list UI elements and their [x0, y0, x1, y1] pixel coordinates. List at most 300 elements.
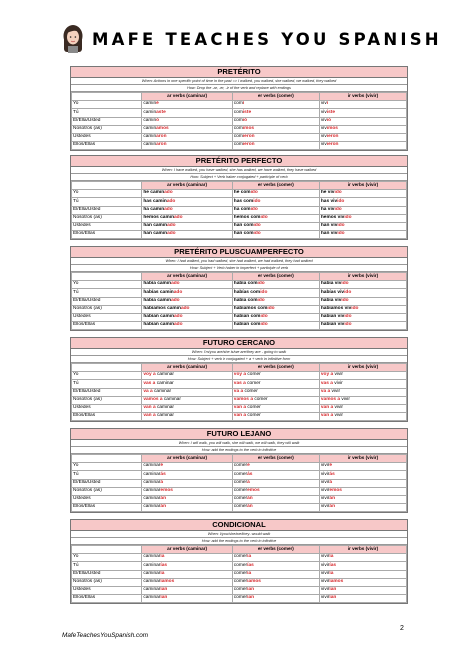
table-row — [72, 495, 407, 503]
verb-ending: ido — [334, 190, 342, 196]
auxiliary-red: vamos a — [320, 397, 341, 403]
conjugation-cell — [142, 479, 232, 487]
verb-ending: ado — [174, 314, 183, 320]
section-pret-rito-pluscuamperfecto — [70, 246, 408, 331]
pronoun-cell: Nosotros (as) — [72, 125, 142, 133]
verb-ending: emos — [329, 488, 342, 494]
section-title: PRETÉRITO — [71, 67, 407, 78]
table-row — [72, 562, 407, 570]
conjugation-cell — [319, 289, 406, 297]
verb-ending: ido — [250, 190, 258, 196]
auxiliary-red: vas a — [143, 380, 156, 386]
verb-ending: ás — [247, 471, 253, 477]
auxiliary-red: vamos a — [233, 397, 253, 403]
infinitive: comer — [246, 405, 261, 411]
conjugation-cell — [319, 504, 406, 512]
verb-stem: vivir — [320, 479, 330, 485]
table-row — [72, 322, 407, 330]
verb-stem: com — [233, 109, 243, 115]
conjugation-cell — [232, 463, 319, 471]
conjugation-cell — [232, 125, 319, 133]
verb-ending: ían — [329, 595, 337, 601]
verb-stem: hemos viv — [320, 215, 345, 221]
conjugation-cell — [319, 413, 406, 421]
conjugation-cell — [319, 109, 406, 117]
verb-stem: viv — [320, 117, 327, 123]
conjugation-cell — [142, 198, 232, 206]
conjugation-cell — [142, 305, 232, 313]
column-header: er verbs (comer) — [232, 455, 319, 463]
verb-ending: íamos — [329, 579, 344, 585]
pronoun-cell: Ustedes — [72, 313, 142, 321]
table-row — [72, 413, 407, 421]
conjugation-cell — [232, 142, 319, 150]
verb-ending: ado — [167, 223, 176, 229]
formation-note: How: Subject + Verb haber conjugated + participle of verb — [71, 174, 407, 181]
pronoun-cell: Ellos/Ellas — [72, 504, 142, 512]
conjugation-cell — [142, 109, 232, 117]
verb-ending: án — [160, 496, 167, 502]
verb-ending: ido — [337, 198, 345, 204]
verb-stem: comer — [233, 504, 248, 510]
page-number: 2 — [400, 625, 404, 632]
table-row — [72, 281, 407, 289]
table-row — [72, 471, 407, 479]
auxiliary-red: va a — [320, 388, 331, 394]
conjugation-cell — [319, 578, 406, 586]
pronoun-cell: Él/Ella/Usted — [72, 206, 142, 214]
verb-ending: ido — [337, 231, 345, 237]
auxiliary-red: van a — [143, 413, 156, 419]
conjugation-cell — [232, 198, 319, 206]
conjugation-cell — [319, 404, 406, 412]
infinitive: vivir — [333, 405, 344, 411]
header-blank — [72, 93, 142, 101]
column-header: ir verbs (vivir) — [319, 273, 406, 281]
column-header: er verbs (comer) — [232, 546, 319, 554]
pronoun-cell: Ustedes — [72, 495, 142, 503]
verb-stem: ha com — [233, 206, 251, 212]
verb-ending: ían — [160, 595, 168, 601]
usage-note: When: I/you/she/we/they- would walk — [71, 531, 407, 538]
verb-ending: í — [326, 101, 329, 107]
conjugation-cell — [319, 463, 406, 471]
conjugation-cell — [142, 133, 232, 141]
verb-ending: ado — [173, 289, 183, 295]
verb-stem: había viv — [320, 281, 342, 287]
conjugation-cell — [232, 388, 319, 396]
verb-stem: vivir — [320, 488, 330, 494]
verb-ending: ía — [329, 570, 334, 576]
auxiliary-red: van a — [320, 413, 334, 419]
verb-ending: ieron — [326, 142, 339, 148]
verb-stem: camin — [143, 134, 157, 140]
infinitive: vivir — [340, 397, 350, 403]
verb-ending: ían — [247, 595, 255, 601]
verb-ending: ía — [247, 554, 252, 560]
conjugation-cell — [319, 595, 406, 603]
table-row — [72, 297, 407, 305]
conjugation-cell — [232, 190, 319, 198]
verb-ending: aste — [156, 109, 166, 115]
verb-ending: ido — [344, 215, 352, 221]
conjugation-cell — [319, 117, 406, 125]
conjugation-cell — [142, 206, 232, 214]
usage-note: When: I will walk, you will walk, she will walk, we will walk, they will walk — [71, 440, 407, 447]
verb-stem: com — [233, 117, 243, 123]
conjugation-cell — [232, 297, 319, 305]
verb-ending: ían — [160, 587, 168, 593]
verb-stem: vivir — [320, 504, 330, 510]
verb-ending: án — [329, 504, 336, 510]
section-pret-rito-perfecto — [70, 155, 408, 240]
conjugation-cell — [142, 388, 232, 396]
conjugation-cell — [232, 109, 319, 117]
infinitive: comer — [252, 397, 268, 403]
verb-ending: ado — [164, 206, 173, 212]
verb-stem: com — [233, 126, 243, 132]
conjugation-cell — [142, 562, 232, 570]
conjugation-cell — [232, 305, 319, 313]
pronoun-cell: Nosotros (as) — [72, 396, 142, 404]
table-row — [72, 125, 407, 133]
conjugation-cell — [319, 586, 406, 594]
pronoun-cell: Nosotros (as) — [72, 487, 142, 495]
column-header: er verbs (comer) — [232, 364, 319, 372]
verb-stem: caminar — [143, 595, 161, 601]
infinitive: comer — [246, 372, 261, 378]
verb-ending: á — [247, 479, 250, 485]
conjugation-cell — [319, 396, 406, 404]
verb-stem: com — [233, 134, 243, 140]
table-row — [72, 101, 407, 109]
verb-ending: ás — [160, 471, 166, 477]
verb-ending: ido — [344, 322, 352, 328]
conjugation-cell — [232, 504, 319, 512]
verb-stem: había com — [233, 281, 258, 287]
verb-stem: comer — [233, 587, 248, 593]
table-row — [72, 404, 407, 412]
conjugation-cell — [232, 404, 319, 412]
table-row — [72, 504, 407, 512]
verb-ending: ían — [329, 587, 337, 593]
verb-ending: ido — [337, 223, 345, 229]
conjugation-cell — [232, 281, 319, 289]
table-row — [72, 479, 407, 487]
conjugation-cell — [142, 117, 232, 125]
verb-stem: caminar — [143, 471, 161, 477]
verb-ending: ieron — [326, 134, 339, 140]
table-row — [72, 554, 407, 562]
verb-stem: caminar — [143, 570, 161, 576]
verb-ending: ado — [164, 190, 173, 196]
verb-ending: ás — [329, 471, 335, 477]
conjugation-cell — [232, 562, 319, 570]
conjugation-cell — [142, 595, 232, 603]
pronoun-cell: Yo — [72, 101, 142, 109]
pronoun-cell: Él/Ella/Usted — [72, 388, 142, 396]
conjugation-cell — [319, 101, 406, 109]
table-row — [72, 142, 407, 150]
verb-stem: has com — [233, 198, 254, 204]
table-row — [72, 380, 407, 388]
verb-ending: ido — [260, 314, 268, 320]
conjugation-cell — [319, 495, 406, 503]
verb-stem: vivir — [320, 579, 330, 585]
formation-note: How: add the endings to the verb in infinitive — [71, 538, 407, 545]
verb-ending: ió — [242, 117, 248, 123]
auxiliary-red: voy a — [143, 372, 156, 378]
verb-ending: ido — [344, 289, 352, 295]
verb-ending: ido — [341, 281, 349, 287]
verb-stem: vivir — [320, 562, 330, 568]
conjugation-cell — [142, 471, 232, 479]
conjugation-cell — [142, 214, 232, 222]
conjugation-cell — [142, 281, 232, 289]
conjugation-cell — [142, 222, 232, 230]
verb-stem: camin — [143, 117, 157, 123]
table-row — [72, 109, 407, 117]
conjugation-cell — [319, 562, 406, 570]
conjugation-cell — [232, 380, 319, 388]
verb-ending: á — [160, 479, 164, 485]
conjugation-cell — [142, 396, 232, 404]
conjugation-cell — [319, 380, 406, 388]
avatar-logo — [62, 24, 84, 54]
usage-note: When: I'm/you are/she is/we are/they are - going to walk — [71, 349, 407, 356]
conjugation-cell — [232, 133, 319, 141]
pronoun-cell: Él/Ella/Usted — [72, 117, 142, 125]
verb-ending: ado — [167, 231, 176, 237]
verb-stem: he com — [233, 190, 251, 196]
infinitive: vivir — [333, 372, 344, 378]
conjugation-cell — [319, 297, 406, 305]
column-header: ar verbs (caminar) — [142, 364, 232, 372]
auxiliary-red: vamos a — [143, 397, 163, 403]
verb-ending: ía — [160, 554, 165, 560]
verb-stem: había camin — [143, 281, 172, 287]
conjugation-cell — [319, 231, 406, 239]
conjugation-cell — [142, 125, 232, 133]
conjugation-cell — [319, 142, 406, 150]
verb-stem: comer — [233, 463, 248, 469]
conjugation-cell — [319, 388, 406, 396]
verb-stem: ha viv — [320, 206, 335, 212]
pronoun-cell: Tú — [72, 380, 142, 388]
conjugation-cell — [142, 101, 232, 109]
column-header: er verbs (comer) — [232, 273, 319, 281]
verb-stem: caminar — [143, 579, 161, 585]
column-header: ir verbs (vivir) — [319, 546, 406, 554]
verb-stem: había viv — [320, 297, 342, 303]
pronoun-cell: Yo — [72, 190, 142, 198]
verb-ending: ido — [253, 223, 261, 229]
verb-stem: viv — [320, 142, 327, 148]
infinitive: caminar — [155, 405, 175, 411]
verb-ending: ado — [174, 215, 183, 221]
verb-stem: vivir — [320, 554, 330, 560]
table-row — [72, 133, 407, 141]
conjugation-cell — [142, 463, 232, 471]
conjugation-cell — [142, 487, 232, 495]
verb-stem: caminar — [143, 463, 161, 469]
table-row — [72, 206, 407, 214]
verb-ending: ías — [329, 562, 337, 568]
brand-title: MAFE TEACHES YOU SPANISH — [92, 29, 442, 49]
table-row — [72, 396, 407, 404]
infinitive: caminar — [152, 388, 172, 394]
verb-stem: caminar — [143, 587, 161, 593]
verb-stem: comer — [233, 496, 248, 502]
conjugation-cell — [142, 297, 232, 305]
table-row — [72, 222, 407, 230]
conjugation-table — [71, 363, 407, 421]
formation-note: How: Drop the -ar, -er, -ir of the verb and replace with endings — [71, 85, 407, 92]
verb-ending: é — [160, 463, 164, 469]
verb-stem: comer — [233, 488, 248, 494]
verb-ending: ido — [260, 215, 268, 221]
verb-ending: aron — [156, 142, 167, 148]
conjugation-cell — [232, 471, 319, 479]
conjugation-cell — [232, 101, 319, 109]
table-row — [72, 578, 407, 586]
table-row — [72, 214, 407, 222]
pronoun-cell: Ellos/Ellas — [72, 595, 142, 603]
table-row — [72, 463, 407, 471]
auxiliary-red: van a — [143, 405, 156, 411]
section-title: PRETÉRITO PLUSCUAMPERFECTO — [71, 247, 407, 258]
verb-stem: viv — [320, 109, 327, 115]
verb-stem: viv — [320, 101, 327, 107]
section-title: FUTURO CERCANO — [71, 338, 407, 349]
conjugation-cell — [232, 570, 319, 578]
conjugation-cell — [232, 206, 319, 214]
footer-url: MafeTeachesYouSpanish.com — [62, 632, 149, 639]
pronoun-cell: Nosotros (as) — [72, 214, 142, 222]
auxiliary-red: voy a — [233, 372, 247, 378]
auxiliary-red: van a — [233, 405, 247, 411]
verb-stem: caminar — [143, 479, 161, 485]
column-header: er verbs (comer) — [232, 93, 319, 101]
verb-stem: comer — [233, 579, 248, 585]
conjugation-cell — [232, 487, 319, 495]
verb-ending: ido — [253, 231, 261, 237]
verb-ending: ieron — [242, 134, 255, 140]
verb-stem: ha camin — [143, 206, 165, 212]
pronoun-cell: Tú — [72, 471, 142, 479]
verb-ending: ido — [267, 306, 275, 312]
conjugation-cell — [319, 372, 406, 380]
verb-ending: án — [247, 504, 253, 510]
verb-stem: habíamos com — [233, 306, 268, 312]
infinitive: comer — [245, 380, 261, 386]
verb-stem: com — [233, 101, 243, 107]
pronoun-cell: Tú — [72, 198, 142, 206]
verb-ending: án — [329, 496, 336, 502]
table-row — [72, 289, 407, 297]
verb-stem: habías viv — [320, 289, 345, 295]
verb-stem: han com — [233, 231, 254, 237]
verb-ending: ido — [250, 206, 258, 212]
verb-stem: comer — [233, 570, 248, 576]
conjugation-cell — [319, 206, 406, 214]
verb-stem: hemos com — [233, 215, 261, 221]
conjugation-cell — [142, 372, 232, 380]
pronoun-cell: Ustedes — [72, 586, 142, 594]
verb-stem: vivir — [320, 570, 330, 576]
section-pret-rito — [70, 66, 408, 151]
conjugation-cell — [232, 231, 319, 239]
auxiliary-red: voy a — [320, 372, 334, 378]
column-header: ar verbs (caminar) — [142, 546, 232, 554]
auxiliary-red: vas a — [320, 380, 333, 386]
conjugation-cell — [319, 487, 406, 495]
infinitive: vivir — [333, 413, 344, 419]
verb-stem: camin — [143, 126, 157, 132]
verb-stem: caminar — [143, 504, 161, 510]
auxiliary-red: van a — [233, 413, 247, 419]
verb-ending: án — [160, 504, 167, 510]
verb-stem: caminar — [143, 488, 161, 494]
verb-ending: ido — [344, 314, 352, 320]
conjugation-cell — [319, 133, 406, 141]
pronoun-cell: Ellos/Ellas — [72, 142, 142, 150]
verb-stem: han viv — [320, 231, 338, 237]
conjugation-cell — [319, 479, 406, 487]
table-row — [72, 190, 407, 198]
conjugation-cell — [142, 413, 232, 421]
verb-stem: comer — [233, 554, 248, 560]
column-header: ar verbs (caminar) — [142, 182, 232, 190]
conjugation-cell — [142, 554, 232, 562]
column-header: ir verbs (vivir) — [319, 455, 406, 463]
conjugation-cell — [232, 396, 319, 404]
pronoun-cell: Nosotros (as) — [72, 578, 142, 586]
table-row — [72, 570, 407, 578]
header-blank — [72, 546, 142, 554]
conjugation-cell — [232, 214, 319, 222]
verb-stem: han com — [233, 223, 254, 229]
verb-stem: habías com — [233, 289, 261, 295]
pronoun-cell: Tú — [72, 562, 142, 570]
conjugation-table — [71, 545, 407, 603]
infinitive: vivir — [332, 380, 343, 386]
section-futuro-cercano — [70, 337, 408, 422]
verb-stem: habíamos camin — [143, 306, 181, 312]
header-blank — [72, 273, 142, 281]
conjugation-cell — [142, 380, 232, 388]
verb-ending: ado — [166, 198, 176, 204]
table-row — [72, 231, 407, 239]
conjugation-cell — [232, 222, 319, 230]
verb-stem: he camin — [143, 190, 165, 196]
conjugation-cell — [232, 578, 319, 586]
verb-stem: han viv — [320, 223, 338, 229]
infinitive: comer — [243, 388, 258, 394]
pronoun-cell: Tú — [72, 289, 142, 297]
table-row — [72, 487, 407, 495]
verb-stem: vivir — [320, 595, 330, 601]
conjugation-cell — [142, 578, 232, 586]
column-header: ar verbs (caminar) — [142, 455, 232, 463]
verb-stem: caminar — [143, 554, 161, 560]
auxiliary-red: vas a — [233, 380, 246, 386]
header-blank — [72, 182, 142, 190]
verb-stem: caminar — [143, 562, 161, 568]
table-row — [72, 388, 407, 396]
conjugation-cell — [142, 586, 232, 594]
verb-ending: iste — [326, 109, 336, 115]
